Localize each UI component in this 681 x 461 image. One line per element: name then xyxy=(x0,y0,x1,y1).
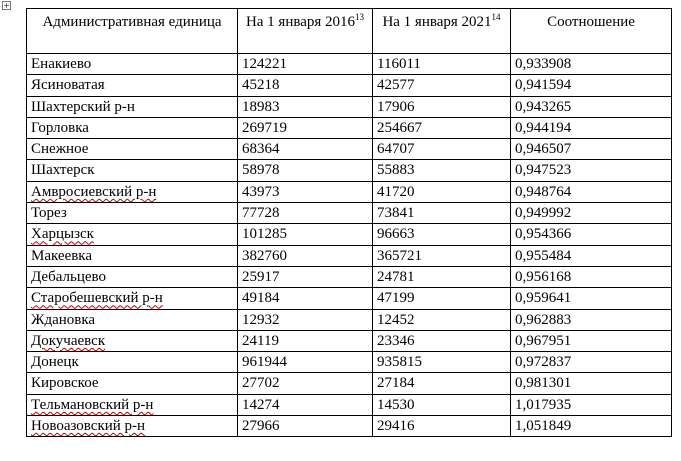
unit-name: Шахтерск xyxy=(31,162,95,179)
value-2016-cell: 27702 xyxy=(238,373,373,394)
value-2021-cell: 55883 xyxy=(373,160,511,181)
population-table xyxy=(26,8,672,437)
header-2021 xyxy=(373,9,511,54)
ratio-cell: 0,972837 xyxy=(511,352,672,373)
table-row xyxy=(27,160,672,181)
unit-name: Дебальцево xyxy=(31,268,106,285)
unit-cell xyxy=(27,330,238,351)
table-row xyxy=(27,330,672,351)
table-row xyxy=(27,117,672,138)
header-ratio-label: Соотношение xyxy=(547,14,635,30)
value-2021-cell: 96663 xyxy=(373,224,511,245)
ratio-cell: 1,017935 xyxy=(511,394,672,415)
header-2021-label: На 1 января 2021 xyxy=(382,14,492,30)
unit-cell xyxy=(27,352,238,373)
value-2021-cell: 73841 xyxy=(373,203,511,224)
value-2021-cell: 365721 xyxy=(373,245,511,266)
header-admin-unit xyxy=(27,9,238,54)
value-2021-cell: 17906 xyxy=(373,96,511,117)
unit-name: Донецк xyxy=(31,354,79,371)
unit-name: Докучаевск xyxy=(31,332,106,349)
ratio-cell: 0,946507 xyxy=(511,139,672,160)
ratio-cell: 0,962883 xyxy=(511,309,672,330)
value-2021-cell: 42577 xyxy=(373,75,511,96)
unit-cell xyxy=(27,96,238,117)
value-2016-cell: 58978 xyxy=(238,160,373,181)
ratio-cell: 0,959641 xyxy=(511,288,672,309)
table-row xyxy=(27,224,672,245)
value-2016-cell: 961944 xyxy=(238,352,373,373)
unit-name: Амвросиевский р-н xyxy=(31,183,157,200)
table-body xyxy=(27,54,672,437)
unit-name: Енакиево xyxy=(31,56,92,72)
value-2021-cell: 41720 xyxy=(373,181,511,202)
table-header-row xyxy=(27,9,672,54)
ratio-cell: 0,933908 xyxy=(511,54,672,75)
value-2016-cell: 24119 xyxy=(238,330,373,351)
header-2016-footnote: 13 xyxy=(355,12,365,22)
header-2016 xyxy=(238,9,373,54)
value-2021-cell: 64707 xyxy=(373,139,511,160)
ratio-cell: 0,956168 xyxy=(511,266,672,287)
table-row xyxy=(27,373,672,394)
unit-name: Новоазовский р-н xyxy=(31,418,146,435)
value-2016-cell: 14274 xyxy=(238,394,373,415)
value-2021-cell: 23346 xyxy=(373,330,511,351)
table-row xyxy=(27,96,672,117)
table-row xyxy=(27,54,672,75)
value-2016-cell: 45218 xyxy=(238,75,373,96)
unit-cell xyxy=(27,160,238,181)
value-2016-cell: 77728 xyxy=(238,203,373,224)
unit-cell xyxy=(27,203,238,224)
ratio-cell: 0,967951 xyxy=(511,330,672,351)
ratio-cell: 0,944194 xyxy=(511,117,672,138)
unit-cell xyxy=(27,288,238,309)
value-2016-cell: 49184 xyxy=(238,288,373,309)
unit-cell xyxy=(27,394,238,415)
table-row xyxy=(27,203,672,224)
unit-name: Ждановка xyxy=(31,311,96,328)
ratio-cell: 0,949992 xyxy=(511,203,672,224)
unit-cell xyxy=(27,54,238,75)
unit-cell xyxy=(27,309,238,330)
table-row xyxy=(27,416,672,437)
unit-cell xyxy=(27,245,238,266)
unit-name: Горловка xyxy=(31,119,89,136)
ratio-cell: 0,954366 xyxy=(511,224,672,245)
value-2021-cell: 935815 xyxy=(373,352,511,373)
value-2016-cell: 68364 xyxy=(238,139,373,160)
unit-cell xyxy=(27,416,238,437)
value-2021-cell: 14530 xyxy=(373,394,511,415)
table-row xyxy=(27,75,672,96)
table-row xyxy=(27,394,672,415)
ratio-cell: 0,947523 xyxy=(511,160,672,181)
value-2016-cell: 27966 xyxy=(238,416,373,437)
unit-name: Торез xyxy=(31,205,67,222)
table-row xyxy=(27,245,672,266)
ratio-cell: 0,948764 xyxy=(511,181,672,202)
ratio-cell: 1,051849 xyxy=(511,416,672,437)
unit-cell xyxy=(27,224,238,245)
table-row xyxy=(27,288,672,309)
ratio-cell: 0,981301 xyxy=(511,373,672,394)
value-2016-cell: 101285 xyxy=(238,224,373,245)
unit-name: Кировское xyxy=(31,375,99,392)
unit-name: Ясиноватая xyxy=(31,77,105,94)
table-row xyxy=(27,266,672,287)
value-2021-cell: 254667 xyxy=(373,117,511,138)
table-row xyxy=(27,139,672,160)
header-ratio xyxy=(511,9,672,54)
value-2021-cell: 27184 xyxy=(373,373,511,394)
value-2016-cell: 18983 xyxy=(238,96,373,117)
value-2021-cell: 12452 xyxy=(373,309,511,330)
table-row xyxy=(27,309,672,330)
value-2016-cell: 269719 xyxy=(238,117,373,138)
unit-name: Снежное xyxy=(31,141,89,158)
value-2021-cell: 24781 xyxy=(373,266,511,287)
unit-name: Макеевка xyxy=(31,247,93,264)
value-2016-cell: 382760 xyxy=(238,245,373,266)
unit-name: Старобешевский р-н xyxy=(31,290,163,307)
ratio-cell: 0,943265 xyxy=(511,96,672,117)
value-2016-cell: 25917 xyxy=(238,266,373,287)
header-2021-footnote: 14 xyxy=(491,12,501,22)
value-2021-cell: 29416 xyxy=(373,416,511,437)
value-2016-cell: 124221 xyxy=(238,54,373,75)
unit-name: Шахтерский р-н xyxy=(31,98,135,115)
unit-cell xyxy=(27,75,238,96)
table-row xyxy=(27,181,672,202)
header-2016-label: На 1 января 2016 xyxy=(245,14,356,30)
value-2021-cell: 47199 xyxy=(373,288,511,309)
header-admin-unit-label: Административная единица xyxy=(42,14,222,30)
ratio-cell: 0,941594 xyxy=(511,75,672,96)
unit-name: Тельмановский р-н xyxy=(31,396,154,413)
unit-name: Харцызск xyxy=(31,226,94,243)
unit-cell xyxy=(27,139,238,160)
table-move-handle-icon[interactable]: + xyxy=(3,1,10,10)
value-2021-cell: 116011 xyxy=(373,54,511,75)
unit-cell xyxy=(27,181,238,202)
table-row xyxy=(27,352,672,373)
unit-cell xyxy=(27,117,238,138)
value-2016-cell: 43973 xyxy=(238,181,373,202)
unit-cell xyxy=(27,266,238,287)
ratio-cell: 0,955484 xyxy=(511,245,672,266)
value-2016-cell: 12932 xyxy=(238,309,373,330)
unit-cell xyxy=(27,373,238,394)
